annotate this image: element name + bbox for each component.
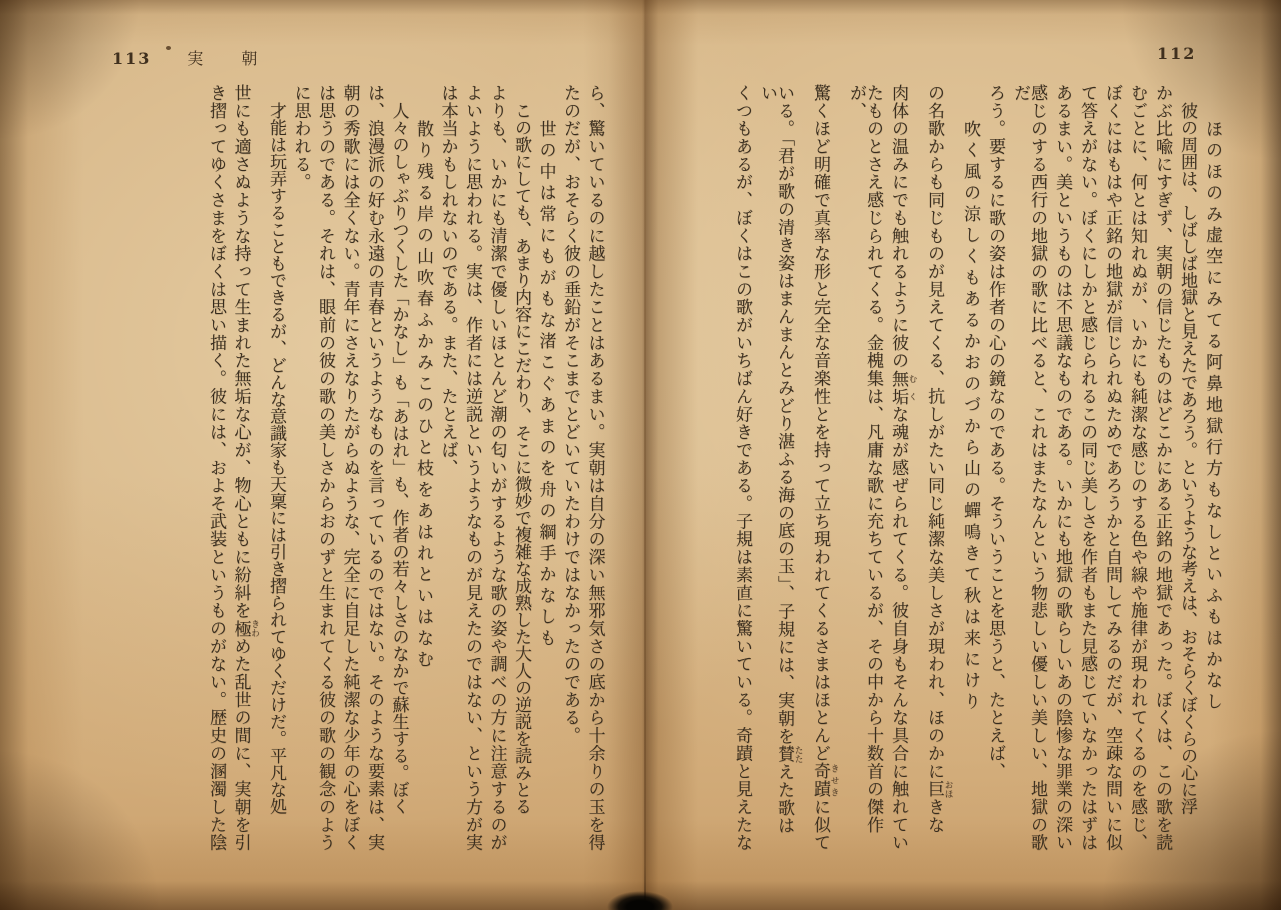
running-title: 実朝 [187,49,296,68]
text-column: ら、驚いているのに越したことはあるまい。実朝は自分の深い無邪気さの底から十余りの玉を得 [584,84,605,852]
text-column: 驚くほど明確で真率な形と完全な音楽性とを持って立ち現われてくるさまはほとんど奇蹟 きせきに似て [810,84,839,852]
right-page-header [1157,44,1196,63]
text-column: よりも、いかにも清潔で優しいほとんど潮の匂いがするような歌の姿や調べの方に注意するのが [486,84,507,852]
right-page-text [688,84,1228,852]
text-column: 彼の周囲は、しばしば地獄と見えたであろう。というような考えは、おそらくぼくらの心に浮 [1177,102,1197,815]
poem-column: 散り残る岸の山吹春ふかみこのひと枝をあはれといはなむ [413,120,433,672]
text-column: き摺ってゆくさまをぼくは思い描く。彼には、およそ武装というものがない。歴史の溷濁した陰 [206,84,226,852]
text-column: ろう。要するに歌の姿は作者の心の鏡なのである。そういうことを思うと、たとえば、 [985,84,1005,781]
text-column: いる。「君が歌の清き姿はまんまんとみどり湛ふる海の底の玉」、子規には、実朝を賛 たたえた歌はい [757,84,803,835]
text-column: は思うのである。それは、眼前の彼の歌の美しさからおのずと生まれてくる彼の歌の観念のよう [315,84,335,852]
text-column: 朝の秀歌には全くない。青年にさえなりたがらぬような、完全に自足した純潔な少年の心をぼく [339,84,360,852]
text-column: 感じのする西行の地獄の歌に比べると、これはまたなんという物悲しい優しい美しい、地獄の歌だ [1010,84,1047,852]
text-column: くつもあるが、ぼくはこの歌がいちばん好きである。子規は素直に驚いている。奇蹟と見えたな [732,84,752,852]
left-page-text [95,84,610,852]
text-column: 世にも適さぬような持って生まれた無垢な心が、物心ともに紛糾を極 きわめた乱世の間に、実朝を引 [230,84,260,852]
text-column: たものとさえ感じられてくる。金槐集は、凡庸な歌に充ちているが、その中から十数首の傑作が、 [846,84,883,834]
text-column: 才能は玩弄することもできるが、どんな意識家も天稟には引き摺られてゆくだけだ。平凡な処 [266,102,286,815]
text-column: あるまい。美というものは不思議なものである。いかにも地獄の歌らしいあの陰惨な罪業の深い [1052,84,1072,852]
text-column: かぶ比喩にすぎず、実朝の信じたものはどこかにある正銘の地獄であった。ぼくは、この歌を読 [1152,84,1172,852]
poem-column: 吹く風の涼しくもあるかおのづから山の蟬鳴きて秋は来にけり [960,120,980,714]
text-column: 人々のしゃぶりつくした「かなし」も「あはれ」も、作者の若々しさのなかで蘇生する。ぼく [388,102,409,815]
text-column: たのだが、おそらく彼の垂鉛がそこまでとどいていたわけではなかったのである。 [560,84,580,745]
text-column: は、浪漫派の好む永遠の青春というようなものを言っているのではない。そのような要素は、実 [364,84,384,852]
text-column: この歌にしても、あまり内容にこだわり、そこに微妙で複雑な成熟した大人の逆説を読みとる [511,102,531,815]
text-column: に思われる。 [290,84,311,192]
text-column: 肉体の温みにでも触れるように彼の無垢 むくな魂が感ぜられてくる。彼自身もそんな具合に触れてい [888,84,917,852]
poem-column: ほのほのみ虚空にみてる阿鼻地獄行方もなしといふもはかなし [1202,120,1222,714]
left-page-header [112,46,295,69]
poem-column: 世の中は常にもがもな渚こぐあまのを舟の綱手かなしも [535,120,556,650]
text-column: の名歌からも同じものが見えてくる、抗しがたい同じ純潔な美しさが現われ、ほのかに巨 おほきな [924,84,953,834]
text-column: むごとに、何とは知れぬが、いかにも純潔な感じのする色や線や施律が現われてくるのを感じ、 [1127,84,1147,852]
text-column: よいように思われる。実は、作者には逆説というようなものが見えたのではない、という方が実 [462,84,482,852]
text-column: ぼくにはもはや正銘の地獄が信じられぬためであろうかと自問してみるのだが、空疎な問いに似 [1102,84,1122,852]
paper-speck [166,46,171,50]
left-page-number: 113 [112,49,152,68]
ink-stain [607,891,673,910]
gutter-crease [644,0,646,910]
right-page-number: 112 [1157,44,1197,63]
text-column: は本当かもしれないのである。また、たとえば、 [437,84,458,477]
text-column: て答えがない。ぼくにしかと感じられるこの同じ美しさを作者もまた見感じていなかったはずは [1077,84,1097,852]
